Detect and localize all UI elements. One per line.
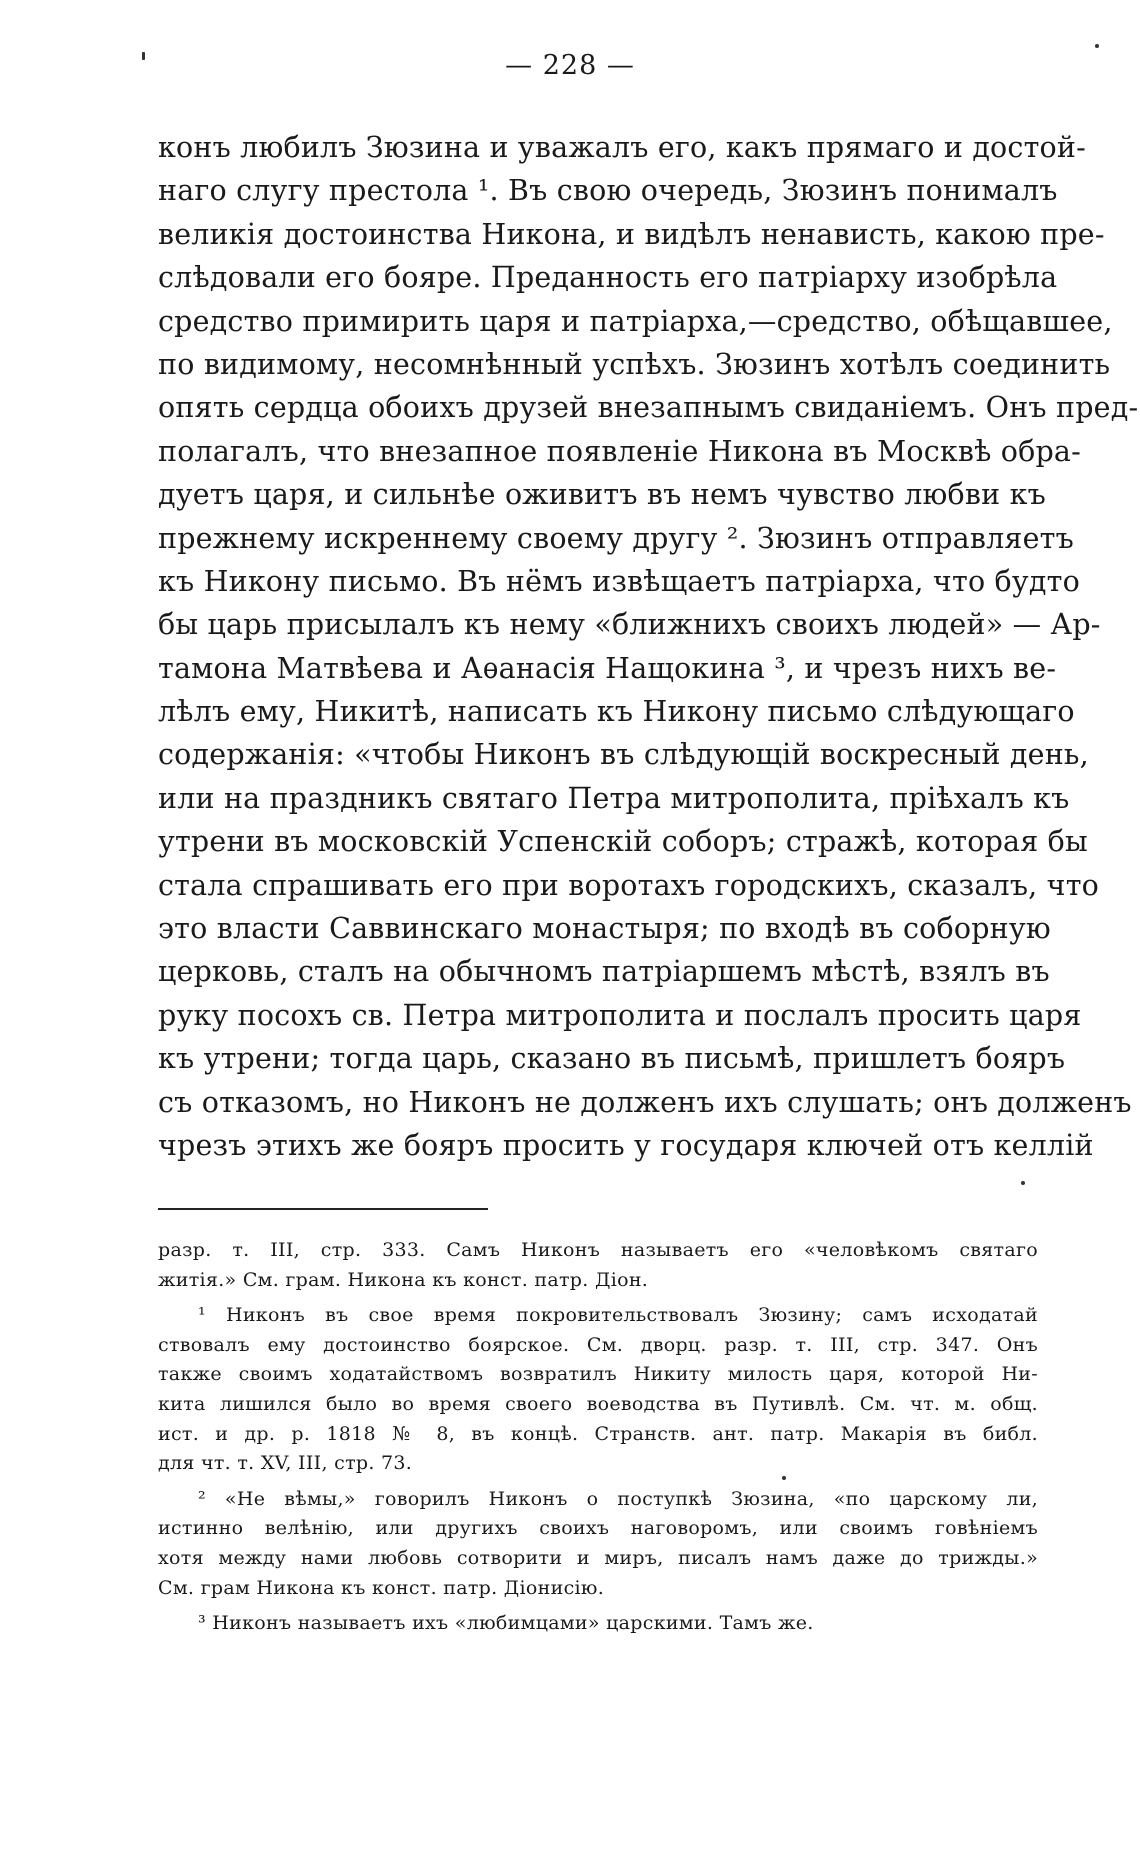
text-line: наго слугу престола ¹. Въ свою очередь, Зюзинъ понималъ <box>158 174 1058 208</box>
text-line: утрени въ московскій Успенскій соборъ; стражѣ, которая бы <box>158 825 1088 859</box>
footnote-line: хотя между нами любовь сотворити и миръ, писалъ намъ даже до трижды.» <box>158 1546 1038 1569</box>
text-line: лѣлъ ему, Никитѣ, написать къ Никону письмо слѣдующаго <box>158 695 1075 729</box>
footnote-line: истинно велѣнію, или другихъ своихъ наговоромъ, или своимъ говѣніемъ <box>158 1517 1038 1540</box>
footnote-divider <box>158 1208 488 1210</box>
text-line: руку посохъ св. Петра митрополита и послалъ просить царя <box>158 998 1082 1032</box>
footnote-line: ² «Не вѣмы,» говорилъ Никонъ о поступкѣ Зюзина, «по царскому ли, <box>198 1487 1038 1510</box>
text-line: или на праздникъ святаго Петра митрополита, пріѣхалъ къ <box>158 781 1070 815</box>
page-number: — 228 — <box>505 50 635 81</box>
text-line: чрезъ этихъ же бояръ просить у государя ключей отъ келлій <box>158 1128 1094 1162</box>
print-speck <box>142 52 145 60</box>
text-line: прежнему искреннему своему другу ². Зюзинъ отправляетъ <box>158 521 1074 555</box>
print-speck <box>1021 1181 1025 1185</box>
footnote-line: житія.» См. грам. Никона къ конст. патр. Діон. <box>158 1268 649 1291</box>
text-line: опять сердца обоихъ друзей внезапнымъ свиданіемъ. Онъ пред- <box>158 391 1139 425</box>
text-line: полагалъ, что внезапное появленіе Никона въ Москвѣ обра- <box>158 434 1081 468</box>
text-line: конъ любилъ Зюзина и уважалъ его, какъ прямаго и достой- <box>158 131 1086 164</box>
footnote-2 <box>158 1485 1038 1603</box>
text-line: тамона Матвѣева и Аѳанасія Нащокина ³, и чрезъ нихъ ве- <box>158 651 1057 685</box>
footnote-line: ист. и др. р. 1818 № 8, въ концѣ. Странств. ант. патр. Макарія въ библ. <box>158 1422 1038 1445</box>
text-line: церковь, сталъ на обычномъ патріаршемъ мѣстѣ, взялъ въ <box>158 955 1050 989</box>
footnote-3 <box>158 1609 1038 1639</box>
text-line: стала спрашивать его при воротахъ городскихъ, сказалъ, что <box>158 868 1100 902</box>
text-line: къ утрени; тогда царь, сказано въ письмѣ, пришлетъ бояръ <box>158 1042 1066 1076</box>
text-line: дуетъ царя, и сильнѣе оживитъ въ немъ чувство любви къ <box>158 478 1046 512</box>
text-line: съ отказомъ, но Никонъ не долженъ ихъ слушать; онъ долженъ <box>158 1085 1132 1119</box>
text-line: слѣдовали его бояре. Преданность его патріарху изобрѣла <box>158 261 1058 295</box>
main-text-body <box>158 126 1139 1167</box>
footnote-1 <box>158 1301 1038 1479</box>
footnote-line: ³ Никонъ называетъ ихъ «любимцами» царскими. Тамъ же. <box>198 1612 814 1635</box>
text-line: по видимому, несомнѣнный успѣхъ. Зюзинъ хотѣлъ соединить <box>158 347 1111 381</box>
footnote-line: См. грам Никона къ конст. патр. Діонисію. <box>158 1576 605 1599</box>
footnote-line: ствовалъ ему достоинство боярское. См. дворц. разр. т. III, стр. 347. Онъ <box>158 1333 1038 1356</box>
text-line: великія достоинства Никона, и видѣлъ ненависть, какою пре- <box>158 217 1105 251</box>
print-speck <box>1095 44 1099 48</box>
footnote-line: кита лишился было во время своего воеводства въ Путивлѣ. См. чт. м. общ. <box>158 1392 1038 1415</box>
footnotes <box>158 1236 1038 1645</box>
print-speck <box>782 1476 786 1480</box>
text-line: средство примирить царя и патріарха,—средство, обѣщавшее, <box>158 304 1113 338</box>
footnote-line: для чт. т. XV, III, стр. 73. <box>158 1452 413 1475</box>
footnote-continuation <box>158 1236 1038 1295</box>
text-line: бы царь присылалъ къ нему «ближнихъ своихъ людей» — Ар- <box>158 608 1101 642</box>
footnote-line: ¹ Никонъ въ свое время покровительствовалъ Зюзину; самъ исходатай <box>198 1304 1038 1327</box>
text-line: къ Никону письмо. Въ нёмъ извѣщаетъ патріарха, что будто <box>158 564 1080 598</box>
footnote-line: разр. т. III, стр. 333. Самъ Никонъ называетъ его «человѣкомъ святаго <box>158 1239 1038 1261</box>
footnote-line: также своимъ ходатайствомъ возвратилъ Никиту милость царя, которой Ни- <box>158 1363 1038 1386</box>
text-line: содержанія: «чтобы Никонъ въ слѣдующій воскресный день, <box>158 738 1089 772</box>
text-line: это власти Саввинскаго монастыря; по входѣ въ соборную <box>158 912 1051 946</box>
